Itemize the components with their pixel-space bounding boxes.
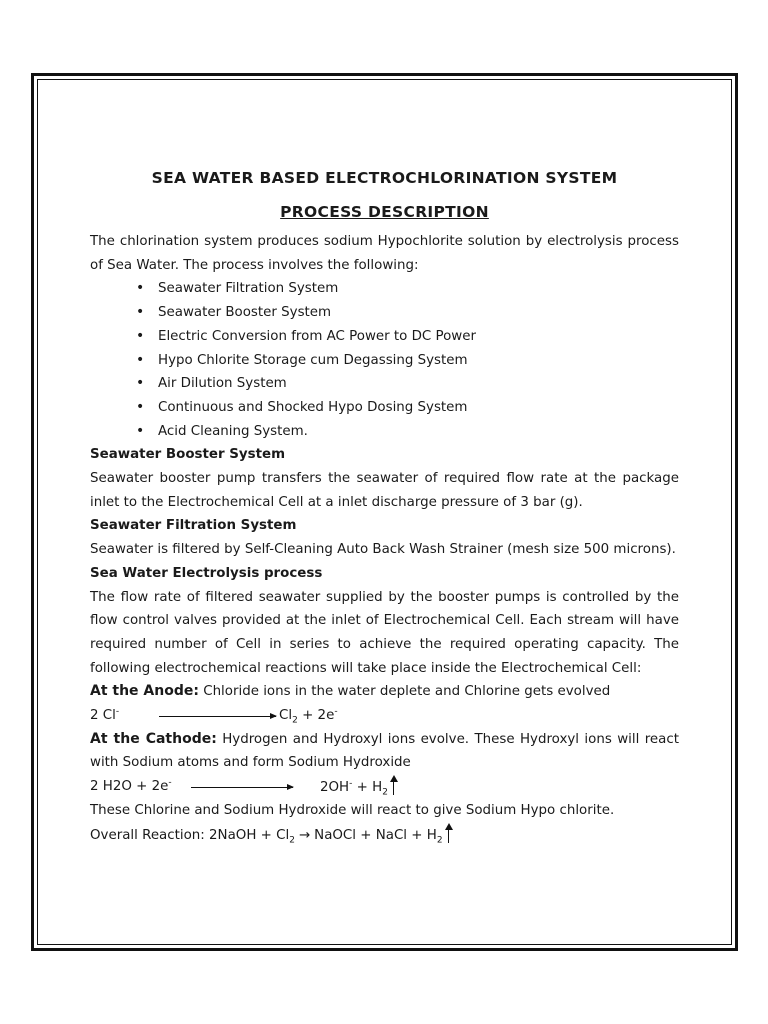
booster-paragraph: Seawater booster pump transfers the seawater of required flow rate at the package inlet to the Electrochemical Cell at a inlet discharge pressure of 3 bar (g). xyxy=(90,471,679,510)
list-item: • Air Dilution System xyxy=(158,372,679,396)
list-item: • Acid Cleaning System. xyxy=(158,420,679,444)
document-title: SEA WATER BASED ELECTROCHLORINATION SYSTEM xyxy=(151,169,618,187)
list-item: • Seawater Filtration System xyxy=(158,277,679,301)
anode-paragraph xyxy=(90,680,679,704)
anode-lead: At the Anode: xyxy=(90,683,199,700)
filtration-paragraph: Seawater is filtered by Self-Cleaning Auto Back Wash Strainer (mesh size 500 microns). xyxy=(90,542,676,558)
gas-evolved-arrow-icon xyxy=(445,823,453,843)
list-item: • Electric Conversion from AC Power to DC Power xyxy=(158,325,679,349)
cathode-equation xyxy=(90,775,679,799)
filtration-heading: Seawater Filtration System xyxy=(90,518,297,534)
overall-reaction: Overall Reaction: 2NaOH + $Cl_2$ → NaOCl + NaCl + $H_2$ xyxy=(90,823,679,848)
gas-evolved-arrow-icon xyxy=(390,775,398,795)
electrolysis-paragraph: The flow rate of filtered seawater supplied by the booster pumps is controlled by the flow control valves provided at the inlet of Electrochemical Cell. Each stream will have required number of Cell in series to achieve the required operating capacity. The following electrochemical reactions will take place inside the Electrochemical Cell: xyxy=(90,589,679,676)
intro-paragraph: The chlorination system produces sodium Hypochlorite solution by electrolysis process of Sea Water. The process involves the following: xyxy=(90,234,679,273)
anode-products: $Cl_2 + 2e^-$ xyxy=(279,706,338,726)
list-item: • Seawater Booster System xyxy=(158,301,679,325)
cathode-paragraph xyxy=(90,728,679,775)
combination-paragraph: These Chlorine and Sodium Hydroxide will react to give Sodium Hypo chlorite. xyxy=(90,802,615,818)
cathode-lead: At the Cathode: xyxy=(90,730,217,747)
document-subtitle: PROCESS DESCRIPTION xyxy=(280,203,489,221)
process-list xyxy=(90,277,679,443)
anode-equation xyxy=(90,704,679,728)
cathode-reactants: 2 H2O + 2e- xyxy=(90,777,172,795)
right-arrow-icon: → xyxy=(298,827,311,843)
cathode-text: Hydrogen and Hydroxyl ions evolve. These Hydroxyl ions will react with Sodium atoms and form Sodium Hydroxide xyxy=(90,731,679,771)
anode-text: Chloride ions in the water deplete and Chlorine gets evolved xyxy=(198,684,611,700)
list-item: • Continuous and Shocked Hypo Dosing System xyxy=(158,396,679,420)
reaction-arrow-icon xyxy=(191,787,293,788)
booster-heading: Seawater Booster System xyxy=(90,447,286,463)
electrolysis-heading: Sea Water Electrolysis process xyxy=(90,565,323,581)
document-body xyxy=(90,166,679,847)
list-item: • Hypo Chlorite Storage cum Degassing System xyxy=(158,349,679,373)
reaction-arrow-icon xyxy=(159,716,276,717)
cathode-products: $2OH^- + H_2$ xyxy=(320,775,398,800)
anode-reactants: 2 Cl- xyxy=(90,706,120,724)
